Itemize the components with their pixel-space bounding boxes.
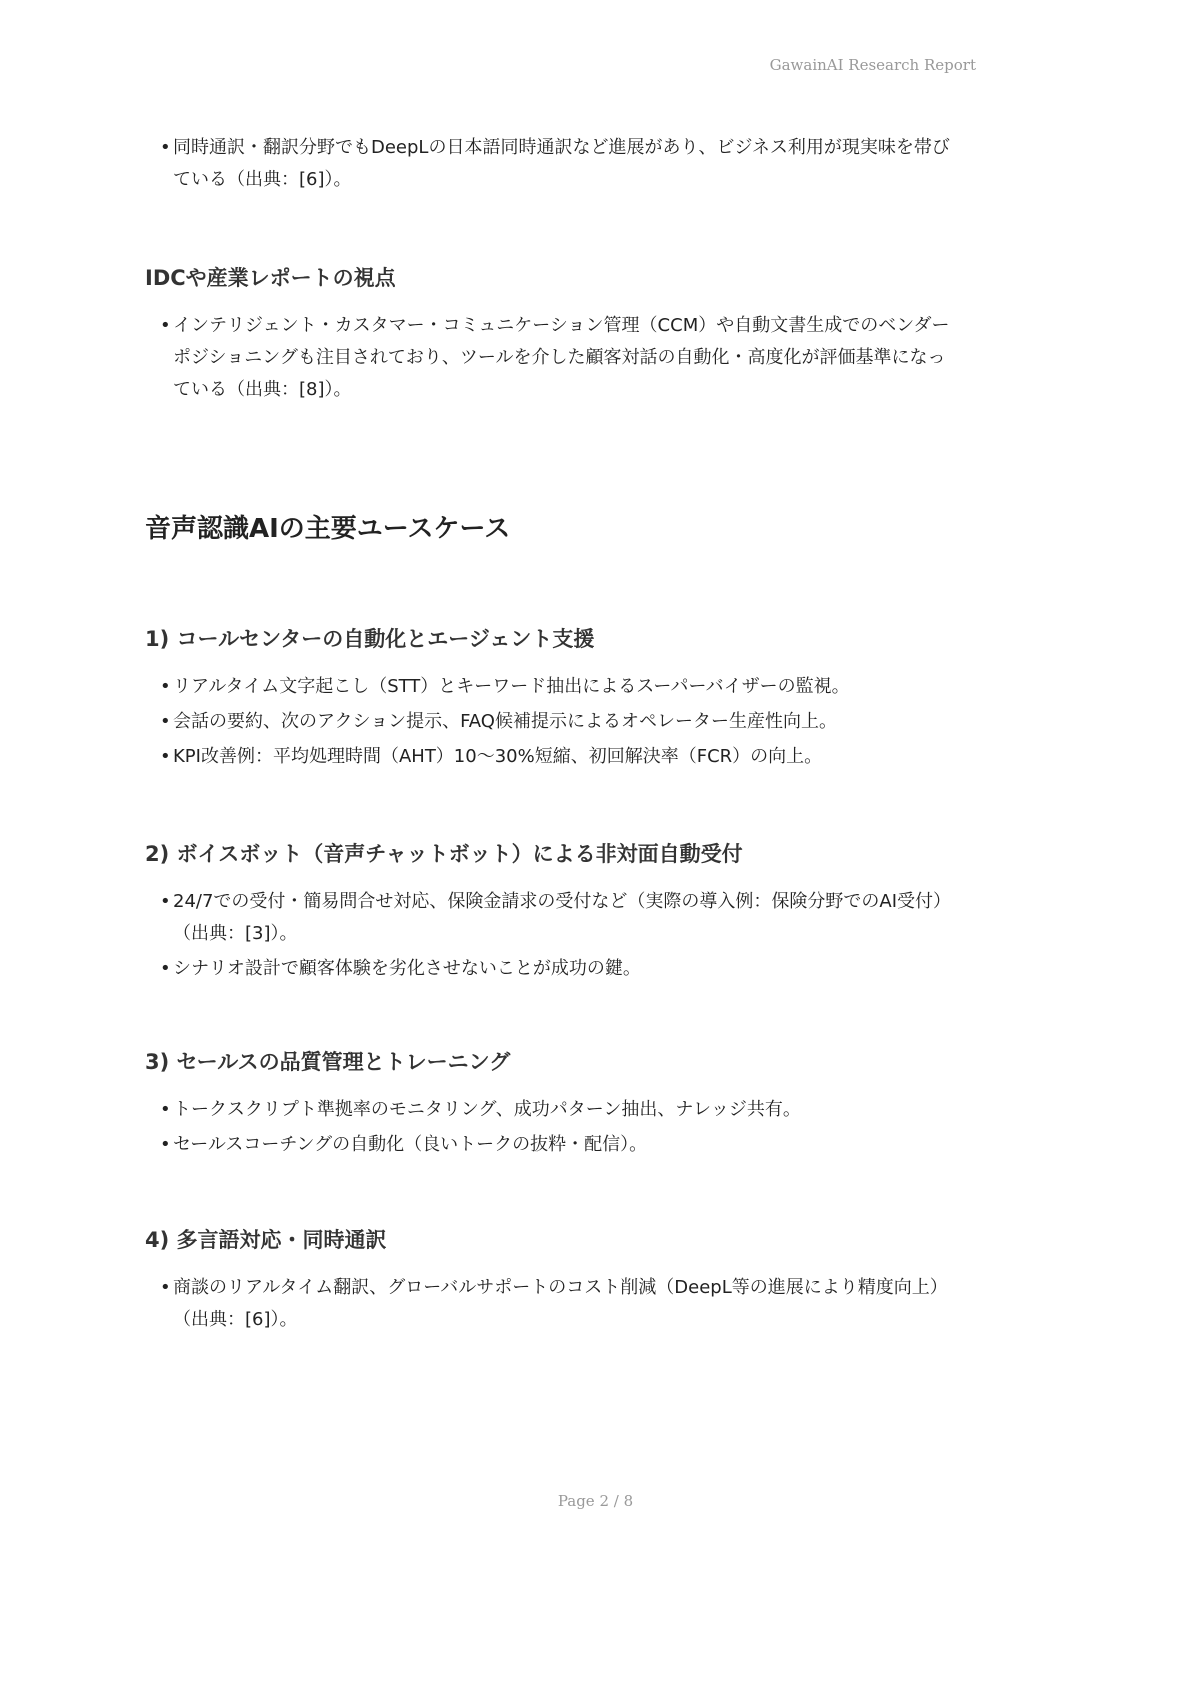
usecases-title-block [145,508,955,545]
usecase-4 [145,1224,955,1339]
usecase-3 [145,1046,955,1164]
list-item: • リアルタイム文字起こし（STT）とキーワード抽出によるスーパーバイザーの監視。 [145,671,955,703]
list-item: • 会話の要約、次のアクション提示、FAQ候補提示によるオペレーター生産性向上。 [145,706,955,738]
list-item: • インテリジェント・カスタマー・コミュニケーション管理（CCM）や自動文書生成でのベンダーポジショニングも注目されており、ツールを介した顧客対話の自動化・高度化が評価基準になっている（出典：[8]）。 [145,310,955,406]
section-heading: 2) ボイスボット（音声チャットボット）による非対面自動受付 [145,842,743,866]
usecase-2 [145,838,955,988]
page-section-title: 音声認識AIの主要ユースケース [145,514,511,544]
list-item: • トークスクリプト準拠率のモニタリング、成功パターン抽出、ナレッジ共有。 [145,1094,955,1126]
list-item: • セールスコーチングの自動化（良いトークの抜粋・配信）。 [145,1129,955,1161]
running-header: GawainAI Research Report [769,56,976,74]
list-item: • KPI改善例：平均処理時間（AHT）10〜30%短縮、初回解決率（FCR）の向上。 [145,741,955,773]
list-item: • 同時通訳・翻訳分野でもDeepLの日本語同時通訳など進展があり、ビジネス利用が現実味を帯びている（出典：[6]）。 [145,132,955,196]
usecase-1 [145,623,955,776]
list-item: • 24/7での受付・簡易問合せ対応、保険金請求の受付など（実際の導入例：保険分野でのAI受付）（出典：[3]）。 [145,886,955,950]
idc-section [145,262,955,409]
section-heading: IDCや産業レポートの視点 [145,266,396,290]
section-heading: 4) 多言語対応・同時通訳 [145,1228,387,1252]
list-item: • シナリオ設計で顧客体験を劣化させないことが成功の鍵。 [145,953,955,985]
page-number: Page 2 / 8 [557,1492,634,1510]
list-item: • 商談のリアルタイム翻訳、グローバルサポートのコスト削減（DeepL等の進展により精度向上）（出典：[6]）。 [145,1272,955,1336]
section-heading: 3) セールスの品質管理とトレーニング [145,1050,511,1074]
section-heading: 1) コールセンターの自動化とエージェント支援 [145,627,595,651]
intro-list [145,132,955,199]
